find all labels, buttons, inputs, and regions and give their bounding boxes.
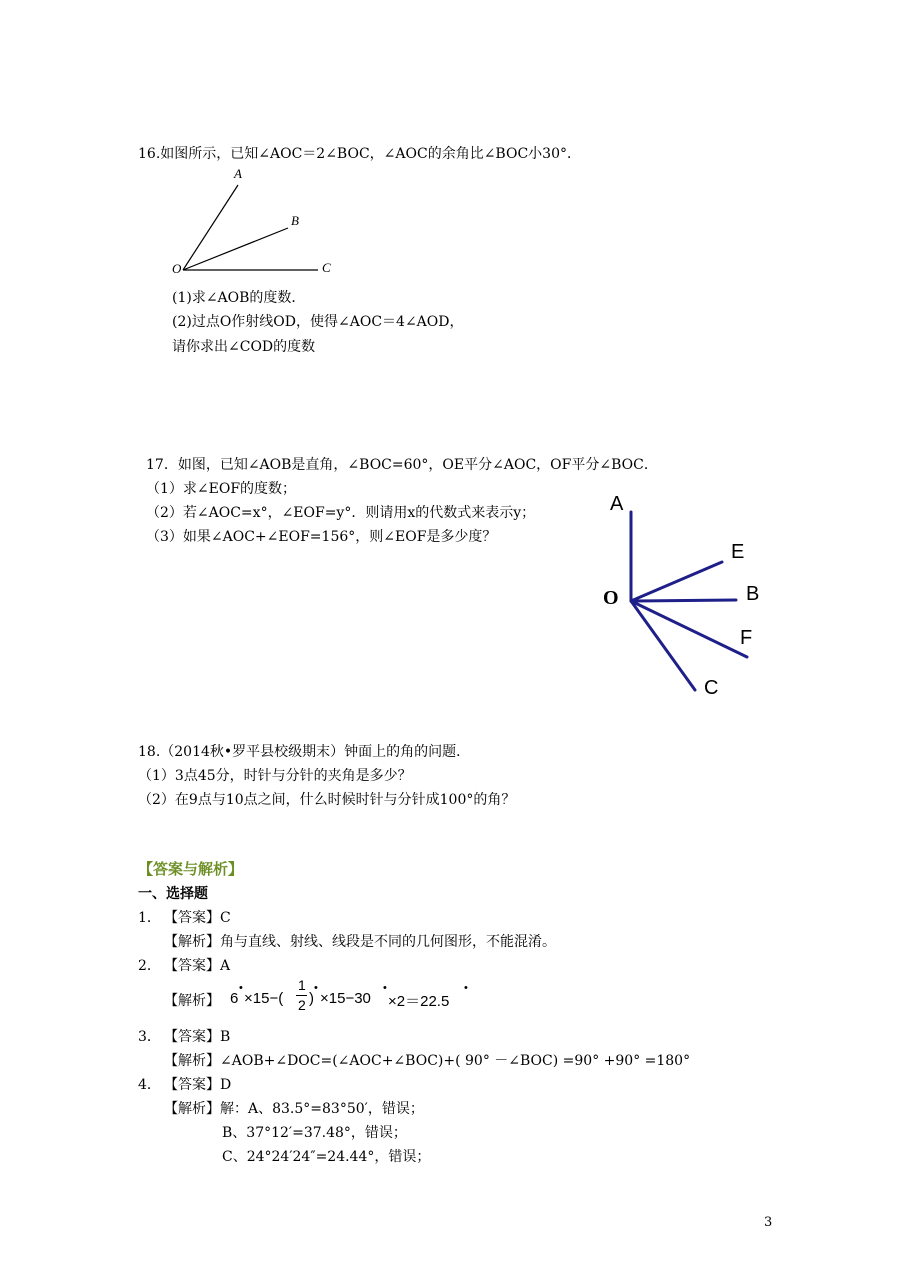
label-c-17: C bbox=[704, 677, 719, 699]
q17-part1: （1）求∠EOF的度数； bbox=[146, 481, 297, 497]
a4-option-b: B、37°12′=37.48°，错误； bbox=[222, 1125, 407, 1141]
a1-number: 1． bbox=[138, 910, 161, 926]
label-a-17: A bbox=[610, 493, 624, 515]
q17-part2: （2）若∠AOC=x°，∠EOF=y°．则请用x的代数式来表示y； bbox=[146, 505, 536, 521]
page-number: 3 bbox=[764, 1215, 773, 1230]
ray-oa bbox=[183, 185, 238, 270]
a4-explanation: 【解析】解：A、83.5°=83°50′，错误； bbox=[164, 1101, 424, 1117]
section-heading: 一、选择题 bbox=[138, 886, 208, 902]
label-e-17: E bbox=[731, 541, 745, 563]
a2-formula: 6 • ×15−( 1 2 ) • ×15−30 • ×2＝22.5 • bbox=[230, 977, 468, 1013]
label-o: O bbox=[172, 261, 182, 276]
answers-heading: 【答案与解析】 bbox=[138, 860, 244, 878]
a2-number: 2． bbox=[138, 958, 161, 974]
label-o-17: O bbox=[603, 587, 619, 609]
ray-ob bbox=[183, 228, 288, 270]
a4-number: 4． bbox=[138, 1077, 161, 1093]
a3-number: 3． bbox=[138, 1029, 161, 1045]
ray-oc-17 bbox=[631, 601, 695, 690]
q18-title: 18.（2014秋•罗平县校级期末）钟面上的角的问题． bbox=[138, 744, 471, 760]
q17-title: 17．如图，已知∠AOB是直角，∠BOC=60°，OE平分∠AOC，OF平分∠BOC． bbox=[146, 457, 658, 473]
q18-part1: （1）3点45分，时针与分针的夹角是多少？ bbox=[138, 768, 412, 784]
a4-answer: 【答案】D bbox=[164, 1077, 232, 1093]
ray-ob-17 bbox=[631, 600, 736, 601]
a1-explanation: 【解析】角与直线、射线、线段是不同的几何图形，不能混淆。 bbox=[164, 934, 556, 950]
label-f-17: F bbox=[740, 627, 753, 649]
label-a: A bbox=[234, 166, 242, 181]
a4-option-c: C、24°24′24″=24.44°，错误； bbox=[222, 1149, 431, 1165]
label-b: B bbox=[291, 213, 299, 228]
label-c: C bbox=[322, 260, 331, 275]
q16-part2: (2)过点O作射线OD，使得∠AOC＝4∠AOD， bbox=[172, 314, 464, 330]
ray-oe-17 bbox=[631, 562, 722, 601]
a1-answer: 【答案】C bbox=[164, 910, 231, 926]
q16-part1: (1)求∠AOB的度数． bbox=[172, 290, 306, 306]
q16-title: 16.如图所示，已知∠AOC＝2∠BOC，∠AOC的余角比∠BOC小30°． bbox=[138, 146, 581, 162]
a3-answer: 【答案】B bbox=[164, 1029, 231, 1045]
q17-part3: （3）如果∠AOC+∠EOF=156°，则∠EOF是多少度？ bbox=[146, 529, 497, 545]
a2-explanation-label: 【解析】 bbox=[164, 993, 220, 1009]
q18-part2: （2）在9点与10点之间，什么时候时针与分针成100°的角？ bbox=[138, 792, 516, 808]
a2-answer: 【答案】A bbox=[164, 958, 231, 974]
label-b-17: B bbox=[746, 583, 760, 605]
a3-explanation: 【解析】∠AOB+∠DOC=(∠AOC+∠BOC)+( 90° －∠BOC) =90° +90° =180° bbox=[164, 1053, 691, 1069]
q16-part3: 请你求出∠COD的度数 bbox=[172, 339, 316, 355]
ray-of-17 bbox=[631, 601, 747, 657]
